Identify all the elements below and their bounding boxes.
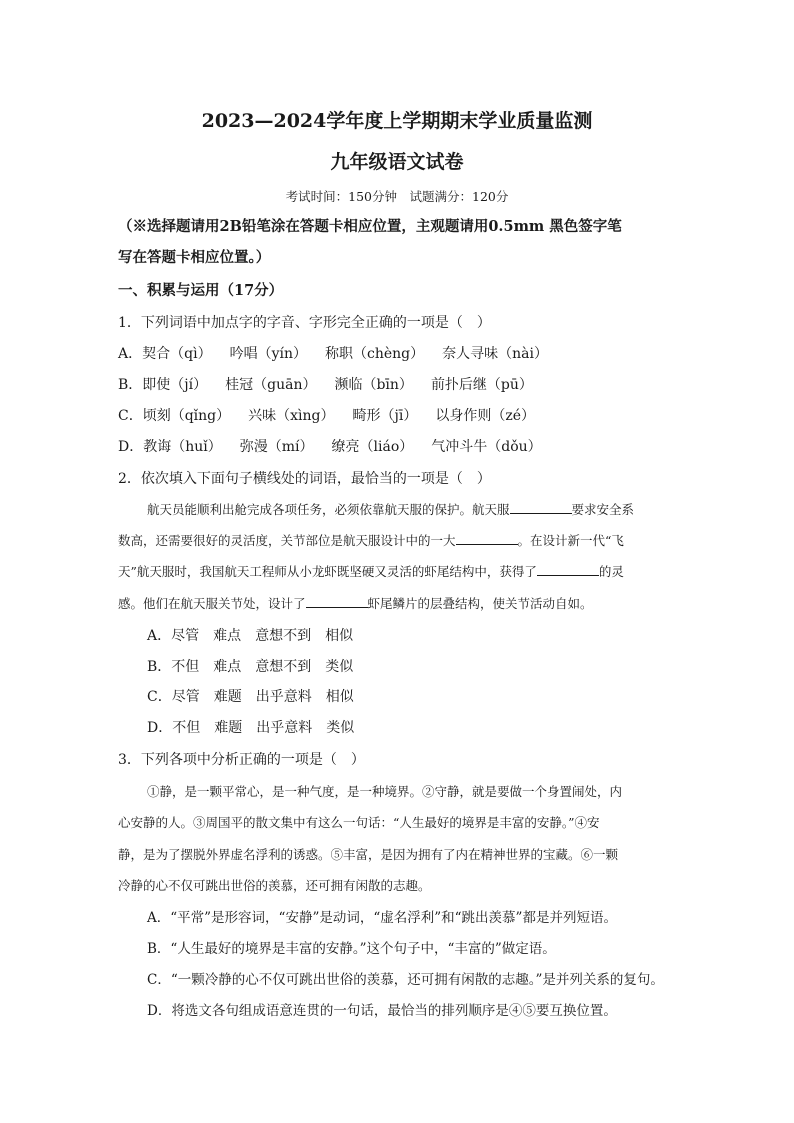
passage-line: 冷静的心不仅可跳出世俗的羡慕，还可拥有闲散的志趣。	[118, 878, 431, 893]
question-3-option-d: D．将选文各句组成语意连贯的一句话，最恰当的排列顺序是④⑤要互换位置。	[147, 1003, 617, 1019]
fill-blank	[456, 532, 518, 545]
question-1-option-c	[118, 405, 535, 425]
option-item: 以身作则（zé）	[435, 408, 535, 424]
question-3-option-b: B．“人生最好的境界是丰富的安静。”这个句子中，“丰富的”做定语。	[147, 941, 556, 957]
exam-title: 2023—2024学年度上学期期末学业质量监测	[201, 110, 593, 132]
answer-note-line-2: 写在答题卡相应位置。）	[118, 249, 271, 266]
question-1-option-d	[118, 436, 542, 456]
passage-line: 天”航天服时，我国航天工程师从小龙虾既坚硬又灵活的虾尾结构中，获得了 的灵	[118, 564, 624, 579]
passage-line: 静，是为了摆脱外界虚名浮利的诱惑。⑤丰富，是因为拥有了内在精神世界的宝藏。⑥一颗	[118, 847, 619, 862]
question-3-stem: 3．下列各项中分析正确的一项是（ ）	[118, 752, 365, 768]
question-1-stem: 1．下列词语中加点字的字音、字形完全正确的一项是（ ）	[118, 315, 491, 331]
option-item: 顷刻（qǐng）	[142, 408, 231, 424]
option-item: 契合（qì）	[142, 346, 212, 362]
passage-line: 数高，还需要很好的灵活度，关节部位是航天服设计中的一大 。在设计新一代“飞	[118, 533, 624, 548]
option-item: 奈人寻味（nài）	[442, 346, 548, 362]
passage-line: 感。他们在航天服关节处，设计了 虾尾鳞片的层叠结构，使关节活动自如。	[118, 596, 593, 611]
option-item: 缭亮（liáo）	[331, 439, 414, 455]
question-2-option-c: C．尽管 难题 出乎意料 相似	[147, 689, 354, 705]
exam-info: 考试时间：150分钟 试题满分：120分	[285, 189, 509, 204]
option-label: B．	[118, 377, 143, 393]
fill-blank	[510, 501, 572, 514]
option-label: D．	[118, 439, 144, 455]
option-label: A．	[118, 346, 143, 362]
option-item: 畸形（jī）	[352, 408, 418, 424]
answer-note-line-1: （※选择题请用2B铅笔涂在答题卡相应位置，主观题请用0.5mm 黑色签字笔	[118, 218, 622, 235]
question-1-option-a	[118, 343, 548, 363]
question-2-option-a: A．尽管 难点 意想不到 相似	[147, 628, 354, 644]
passage-line: 航天员能顺利出舱完成各项任务，必须依靠航天服的保护。航天服 要求安全系	[147, 502, 635, 517]
option-item: 前扑后继（pū）	[430, 377, 533, 393]
option-item: 即使（jí）	[142, 377, 208, 393]
exam-subtitle: 九年级语文试卷	[330, 151, 464, 173]
option-item: 兴味（xìng）	[248, 408, 335, 424]
option-item: 濒临（bīn）	[334, 377, 413, 393]
option-item: 气冲斗牛（dǒu）	[431, 439, 542, 455]
section-heading: 一、积累与运用（17分）	[118, 282, 284, 299]
option-item: 桂冠（guān）	[225, 377, 317, 393]
option-item: 弥漫（mí）	[239, 439, 314, 455]
passage-line: 心安静的人。③周国平的散文集中有这么一句话：“人生最好的境界是丰富的安静。”④安	[118, 815, 600, 830]
question-2-option-b: B．不但 难点 意想不到 类似	[147, 659, 354, 675]
fill-blank	[306, 595, 368, 608]
passage-line: ①静，是一颗平常心，是一种气度，是一种境界。②守静，就是要做一个身置闹处，内	[147, 784, 623, 799]
option-item: 教诲（huǐ）	[143, 439, 222, 455]
question-1-option-b	[118, 374, 533, 394]
fill-blank	[537, 563, 599, 576]
question-2-stem: 2．依次填入下面句子横线处的词语，最恰当的一项是（ ）	[118, 471, 491, 487]
option-label: C．	[118, 408, 143, 424]
question-2-option-d: D．不但 难题 出乎意料 类似	[147, 720, 355, 736]
option-item: 称职（chèng）	[324, 346, 425, 362]
question-3-option-c: C．“一颗冷静的心不仅可跳出世俗的羡慕，还可拥有闲散的志趣。”是并列关系的复句。	[147, 972, 664, 988]
option-item: 吟唱（yín）	[229, 346, 307, 362]
question-3-option-a: A．“平常”是形容词，“安静”是动词，“虚名浮利”和“跳出羡慕”都是并列短语。	[147, 910, 617, 926]
